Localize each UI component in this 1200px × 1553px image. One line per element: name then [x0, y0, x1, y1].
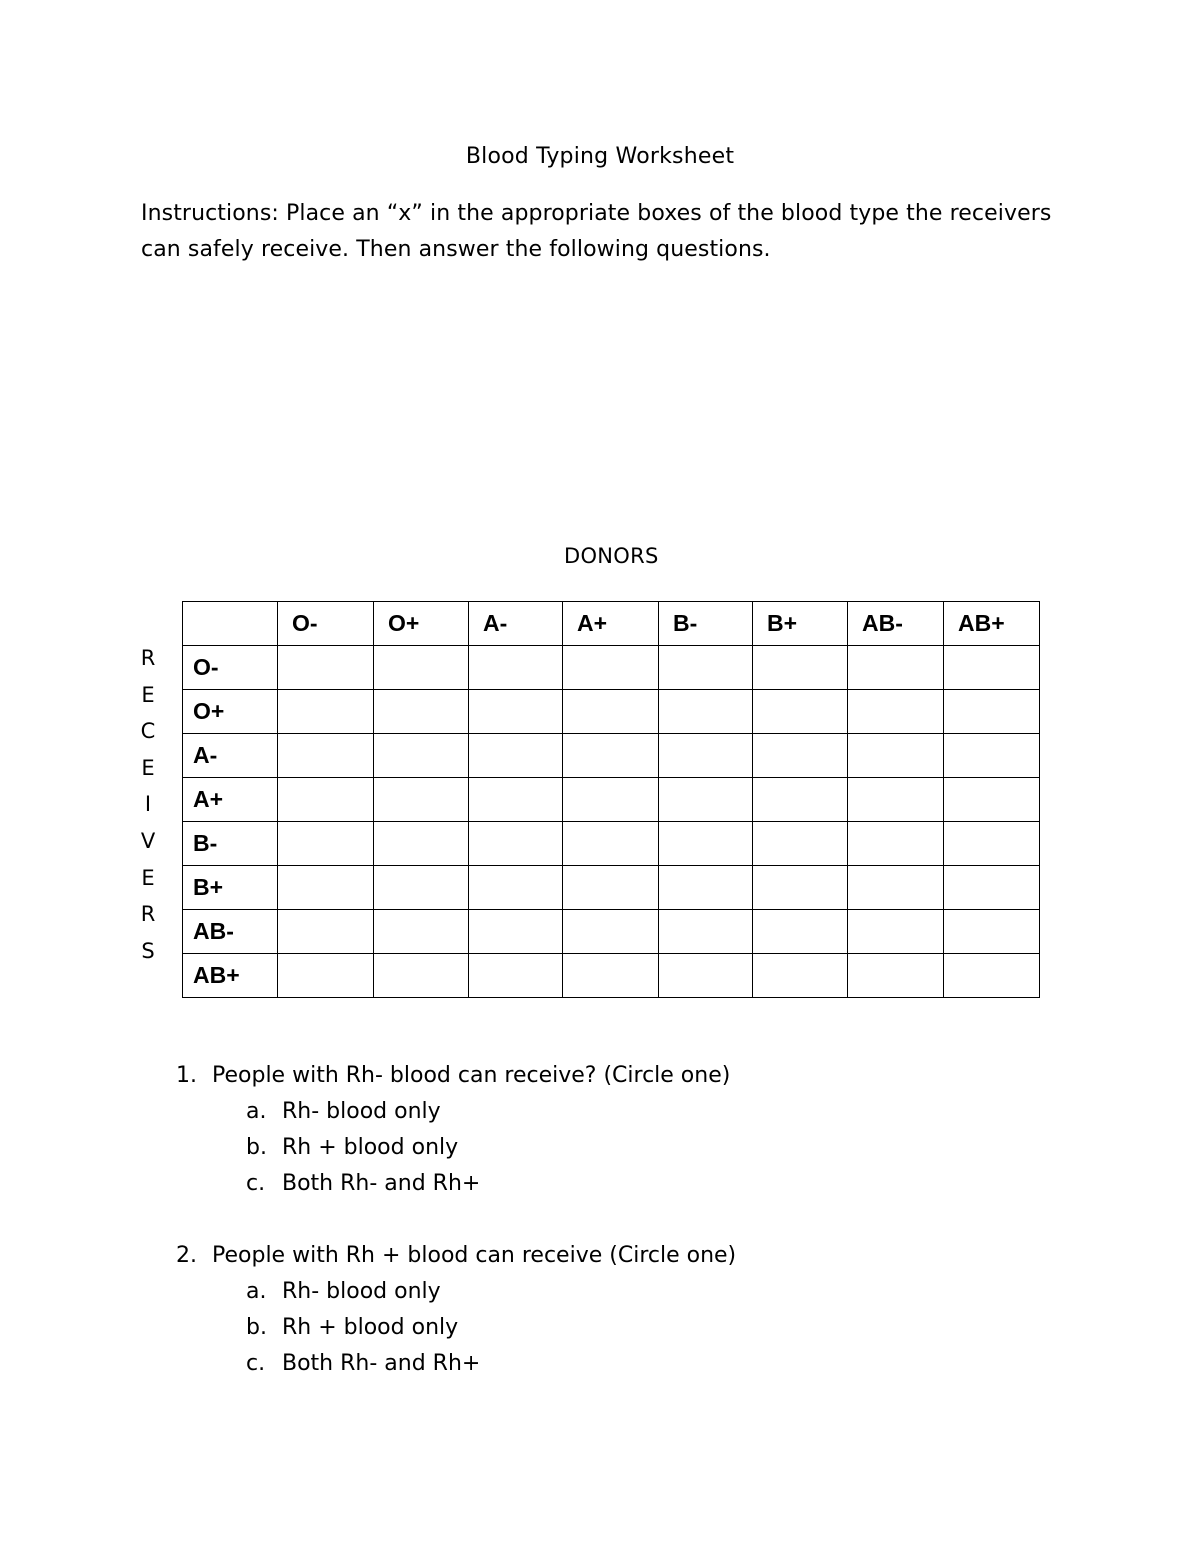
- option-letter: b.: [246, 1135, 267, 1160]
- receiver-header-cell: A-: [183, 734, 278, 778]
- question-item: [176, 1058, 736, 1202]
- compatibility-cell[interactable]: [848, 734, 944, 778]
- compatibility-cell[interactable]: [944, 646, 1040, 690]
- receiver-header-cell: O+: [183, 690, 278, 734]
- receivers-letter: E: [141, 755, 155, 780]
- compatibility-cell[interactable]: [944, 954, 1040, 998]
- compatibility-cell[interactable]: [469, 954, 563, 998]
- compatibility-cell[interactable]: [563, 866, 659, 910]
- receiver-row: [183, 734, 1040, 778]
- compatibility-cell[interactable]: [374, 778, 469, 822]
- compatibility-cell[interactable]: [469, 646, 563, 690]
- receivers-letter: E: [141, 865, 155, 890]
- receiver-header-cell: B-: [183, 822, 278, 866]
- question-number: 2.: [176, 1243, 197, 1268]
- answer-options: [176, 1094, 736, 1202]
- compatibility-cell[interactable]: [944, 910, 1040, 954]
- receiver-header-cell: AB-: [183, 910, 278, 954]
- answer-option[interactable]: [176, 1274, 736, 1310]
- compatibility-cell[interactable]: [278, 910, 374, 954]
- receiver-row: [183, 954, 1040, 998]
- receivers-letter: I: [144, 792, 152, 817]
- donor-header-cell: A-: [469, 602, 563, 646]
- compatibility-cell[interactable]: [753, 822, 848, 866]
- question-text: People with Rh + blood can receive (Circle one): [212, 1243, 737, 1268]
- receiver-row: [183, 690, 1040, 734]
- compatibility-table-body: [183, 602, 1040, 998]
- question-number: 1.: [176, 1063, 197, 1088]
- answer-options: [176, 1274, 736, 1382]
- compatibility-cell[interactable]: [753, 734, 848, 778]
- option-letter: a.: [246, 1099, 267, 1124]
- option-letter: c.: [246, 1351, 266, 1376]
- compatibility-cell[interactable]: [753, 910, 848, 954]
- compatibility-cell[interactable]: [278, 866, 374, 910]
- compatibility-cell[interactable]: [563, 690, 659, 734]
- question-item: [176, 1238, 736, 1382]
- donor-header-cell: AB-: [848, 602, 944, 646]
- receivers-letter: R: [140, 646, 156, 670]
- compatibility-cell[interactable]: [848, 778, 944, 822]
- compatibility-cell[interactable]: [374, 822, 469, 866]
- compatibility-cell[interactable]: [848, 690, 944, 734]
- compatibility-cell[interactable]: [374, 690, 469, 734]
- questions-list: [176, 1058, 736, 1418]
- compatibility-cell[interactable]: [944, 734, 1040, 778]
- compatibility-cell[interactable]: [278, 690, 374, 734]
- option-text: Both Rh- and Rh+: [282, 1351, 481, 1376]
- instructions-text: Instructions: Place an “x” in the appropriate boxes of the blood type the receivers can safely receive. Then answer the following questions.: [141, 201, 1052, 262]
- option-letter: a.: [246, 1279, 267, 1304]
- donor-header-cell: O+: [374, 602, 469, 646]
- compatibility-cell[interactable]: [469, 690, 563, 734]
- compatibility-cell[interactable]: [278, 822, 374, 866]
- compatibility-table: [182, 601, 1040, 998]
- receivers-letter: R: [140, 902, 156, 927]
- compatibility-cell[interactable]: [944, 690, 1040, 734]
- donor-header-cell: AB+: [944, 602, 1040, 646]
- compatibility-cell[interactable]: [848, 910, 944, 954]
- receivers-letter: S: [141, 938, 155, 963]
- receiver-header-cell: B+: [183, 866, 278, 910]
- compatibility-cell[interactable]: [563, 646, 659, 690]
- compatibility-cell[interactable]: [659, 734, 753, 778]
- receivers-letter: E: [141, 682, 155, 707]
- donor-header-cell: B+: [753, 602, 848, 646]
- compatibility-cell[interactable]: [374, 734, 469, 778]
- donor-header-cell: A+: [563, 602, 659, 646]
- compatibility-cell[interactable]: [563, 910, 659, 954]
- compatibility-cell[interactable]: [659, 954, 753, 998]
- compatibility-cell[interactable]: [848, 822, 944, 866]
- compatibility-cell[interactable]: [374, 910, 469, 954]
- compatibility-cell[interactable]: [659, 822, 753, 866]
- compatibility-cell[interactable]: [563, 822, 659, 866]
- answer-option[interactable]: [176, 1346, 736, 1382]
- receiver-header-cell: AB+: [183, 954, 278, 998]
- answer-option[interactable]: [176, 1094, 736, 1130]
- compatibility-cell[interactable]: [563, 734, 659, 778]
- donor-header-cell: O-: [278, 602, 374, 646]
- option-letter: c.: [246, 1171, 266, 1196]
- compatibility-cell[interactable]: [374, 954, 469, 998]
- receiver-row: [183, 822, 1040, 866]
- compatibility-cell[interactable]: [659, 866, 753, 910]
- worksheet-title: Blood Typing Worksheet: [465, 144, 735, 169]
- compatibility-cell[interactable]: [659, 646, 753, 690]
- compatibility-cell[interactable]: [753, 954, 848, 998]
- answer-option[interactable]: [176, 1166, 736, 1202]
- receiver-row: [183, 910, 1040, 954]
- compatibility-cell[interactable]: [848, 954, 944, 998]
- receiver-row: [183, 866, 1040, 910]
- answer-option[interactable]: [176, 1310, 736, 1346]
- compatibility-cell[interactable]: [944, 822, 1040, 866]
- option-text: Rh + blood only: [282, 1135, 459, 1160]
- receivers-letter: V: [140, 828, 156, 853]
- corner-cell: [183, 602, 278, 646]
- compatibility-cell[interactable]: [848, 646, 944, 690]
- compatibility-cell[interactable]: [469, 778, 563, 822]
- compatibility-cell[interactable]: [659, 778, 753, 822]
- compatibility-cell[interactable]: [753, 778, 848, 822]
- compatibility-cell[interactable]: [659, 690, 753, 734]
- question-text: People with Rh- blood can receive? (Circle one): [212, 1063, 731, 1088]
- compatibility-cell[interactable]: [469, 734, 563, 778]
- compatibility-cell[interactable]: [944, 778, 1040, 822]
- receiver-header-cell: O-: [183, 646, 278, 690]
- answer-option[interactable]: [176, 1130, 736, 1166]
- compatibility-cell[interactable]: [944, 866, 1040, 910]
- option-text: Rh + blood only: [282, 1315, 459, 1340]
- receiver-header-cell: A+: [183, 778, 278, 822]
- option-text: Rh- blood only: [282, 1099, 441, 1124]
- compatibility-cell[interactable]: [753, 646, 848, 690]
- donor-header-row: [183, 602, 1040, 646]
- compatibility-cell[interactable]: [753, 866, 848, 910]
- receiver-row: [183, 646, 1040, 690]
- compatibility-cell[interactable]: [278, 954, 374, 998]
- compatibility-cell[interactable]: [278, 778, 374, 822]
- compatibility-cell[interactable]: [753, 690, 848, 734]
- compatibility-cell[interactable]: [848, 866, 944, 910]
- compatibility-cell[interactable]: [469, 866, 563, 910]
- receiver-row: [183, 778, 1040, 822]
- compatibility-cell[interactable]: [563, 778, 659, 822]
- receivers-vertical-label: [136, 640, 160, 969]
- compatibility-cell[interactable]: [278, 734, 374, 778]
- option-letter: b.: [246, 1315, 267, 1340]
- donor-header-cell: B-: [659, 602, 753, 646]
- compatibility-cell[interactable]: [469, 910, 563, 954]
- compatibility-cell[interactable]: [659, 910, 753, 954]
- compatibility-cell[interactable]: [374, 646, 469, 690]
- option-text: Rh- blood only: [282, 1279, 441, 1304]
- receivers-letter: C: [140, 719, 156, 744]
- option-text: Both Rh- and Rh+: [282, 1171, 481, 1196]
- compatibility-cell[interactable]: [563, 954, 659, 998]
- compatibility-cell[interactable]: [469, 822, 563, 866]
- compatibility-cell[interactable]: [278, 646, 374, 690]
- compatibility-cell[interactable]: [374, 866, 469, 910]
- donors-label: DONORS: [564, 544, 659, 568]
